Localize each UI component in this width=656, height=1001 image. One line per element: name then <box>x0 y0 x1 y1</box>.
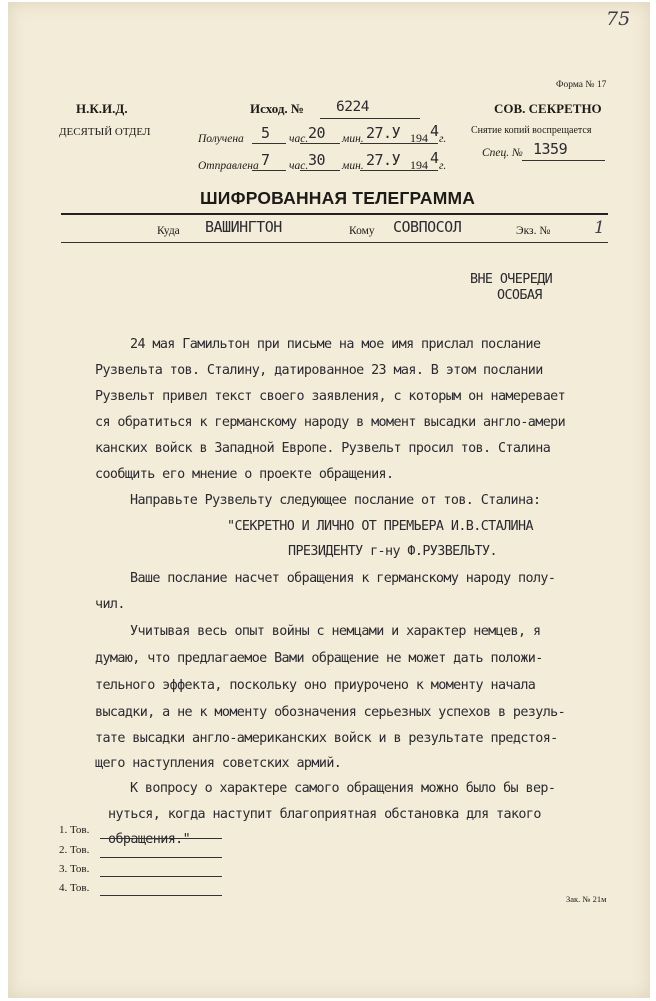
signoff-2-label: 2. Тов. <box>59 844 90 856</box>
copy-number: 1 <box>594 218 605 238</box>
document-title: ШИФРОВАННАЯ ТЕЛЕГРАММА <box>200 188 476 208</box>
body-line: Ваше послание насчет обращения к германскому народу полу- <box>130 571 556 586</box>
sent-min-label: мин. <box>342 160 364 172</box>
body-line: обращения." <box>108 832 191 847</box>
spec-number: 1359 <box>533 140 568 158</box>
secrecy-stamp: СОВ. СЕКРЕТНО <box>494 101 602 116</box>
sent-hour-underline <box>252 170 286 171</box>
body-line: думаю, что предлагаемое Вами обращение не может дать положи- <box>95 651 543 666</box>
body-line: чил. <box>95 597 125 612</box>
copy-ban-notice: Снятие копий воспрещается <box>471 125 592 136</box>
destination: ВАШИНГТОН <box>205 218 282 236</box>
archive-number: 75 <box>606 8 631 30</box>
received-hour-underline <box>252 143 286 144</box>
received-date-underline <box>360 143 438 144</box>
body-line: канских войск в Западной Европе. Рузвельт просил тов. Сталина <box>95 441 551 456</box>
sent-minutes: 30 <box>308 151 326 169</box>
print-order-code: Зак. № 21м <box>566 894 607 904</box>
received-date: 27.У <box>366 124 401 142</box>
body-line: Рузвельт привел текст своего заявления, с которым он намеревает <box>95 389 566 404</box>
sent-label: Отправлена <box>198 160 259 172</box>
where-label: Куда <box>157 225 180 237</box>
body-line: высадки, а не к моменту обозначения серьезных успехов в резуль- <box>95 705 566 720</box>
body-line: ПРЕЗИДЕНТУ г-ну Ф.РУЗВЕЛЬТУ. <box>288 544 497 559</box>
priority-line-1: ВНЕ ОЧЕРЕДИ <box>470 272 553 287</box>
signoff-1-line <box>100 838 222 839</box>
body-line: Учитывая весь опыт войны с немцами и характер немцев, я <box>130 624 541 639</box>
copy-label: Экз. № <box>516 225 551 237</box>
body-line: нуться, когда наступит благоприятная обстановка для такого <box>108 807 541 822</box>
form-number: Форма № 17 <box>556 80 607 90</box>
signoff-4-label: 4. Тов. <box>59 882 90 894</box>
body-line: 24 мая Гамильтон при письме на мое имя прислал послание <box>130 337 541 352</box>
sent-year-digit: 4 <box>430 149 439 167</box>
signoff-4-line <box>100 895 222 896</box>
department-name: ДЕСЯТЫЙ ОТДЕЛ <box>59 126 151 138</box>
body-line: тате высадки англо-американских войск и в результате предстоя- <box>95 731 558 746</box>
header-rule-bottom <box>61 242 608 243</box>
sent-hour-label: час. <box>289 160 309 172</box>
received-label: Получена <box>198 133 244 145</box>
received-year-prefix: 194 <box>410 131 428 145</box>
sent-year-label: г. <box>439 160 447 172</box>
outgoing-underline <box>320 118 420 119</box>
body-line: тельного эффекта, поскольку оно приурочено к моменту начала <box>95 678 536 693</box>
signoff-3-line <box>100 876 222 877</box>
agency-name: Н.К.И.Д. <box>76 101 128 116</box>
signoff-1-label: 1. Тов. <box>59 824 90 836</box>
spec-label: Спец. № <box>482 147 523 159</box>
received-hour: 5 <box>261 124 270 142</box>
received-year-label: г. <box>439 133 447 145</box>
body-line: "СЕКРЕТНО И ЛИЧНО ОТ ПРЕМЬЕРА И.В.СТАЛИНА <box>227 519 533 534</box>
signoff-3-label: 3. Тов. <box>59 863 90 875</box>
body-line: сообщить его мнение о проекте обращения. <box>95 467 394 482</box>
sent-hour: 7 <box>261 151 270 169</box>
signoff-2-line <box>100 857 222 858</box>
sent-date-underline <box>360 170 438 171</box>
body-line: ся обратиться к германскому народу в момент высадки англо-амери <box>95 415 566 430</box>
received-year-digit: 4 <box>430 122 439 140</box>
body-line: Рузвельта тов. Сталину, датированное 23 мая. В этом послании <box>95 363 543 378</box>
outgoing-number: 6224 <box>336 99 369 115</box>
body-line: К вопросу о характере самого обращения можно было бы вер- <box>130 781 556 796</box>
sent-year-prefix: 194 <box>410 158 428 172</box>
recipient: СОВПОСОЛ <box>393 218 462 236</box>
received-hour-label: час. <box>289 133 309 145</box>
priority-line-2: ОСОБАЯ <box>497 288 542 303</box>
body-line: Направьте Рузвельту следующее послание от тов. Сталина: <box>130 493 541 508</box>
received-min-underline <box>300 143 340 144</box>
sent-date: 27.У <box>366 151 401 169</box>
header-rule-top <box>61 213 608 215</box>
received-min-label: мин. <box>342 133 364 145</box>
spec-underline <box>522 160 605 161</box>
body-line: щего наступления советских армий. <box>95 756 342 771</box>
sent-min-underline <box>300 170 340 171</box>
to-label: Кому <box>349 225 375 237</box>
received-minutes: 20 <box>308 124 326 142</box>
outgoing-label: Исход. № <box>250 101 304 116</box>
